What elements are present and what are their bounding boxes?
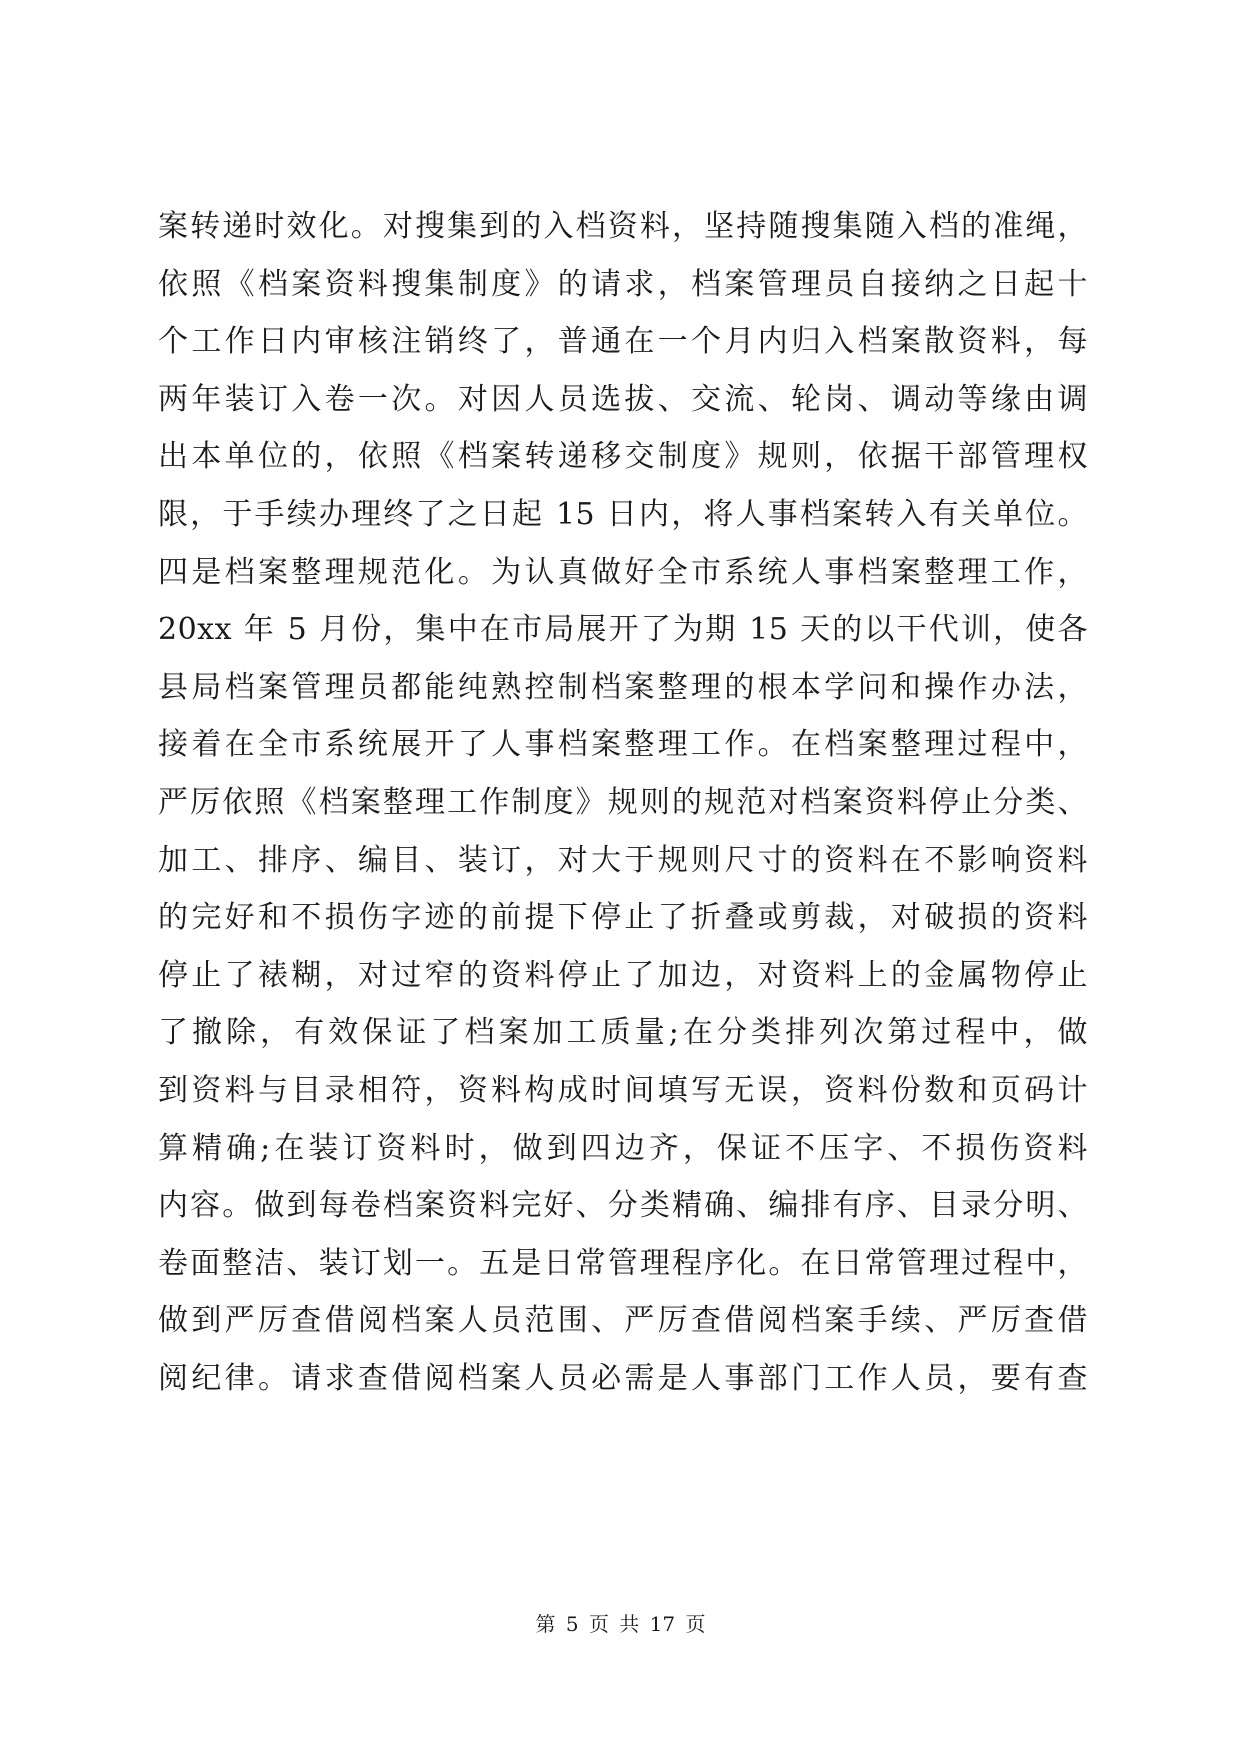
text-line: 严厉依照《档案整理工作制度》规则的规范对档案资料停止分类、 xyxy=(158,784,1088,820)
text-line: 内容。做到每卷档案资料完好、分类精确、编排有序、目录分明、 xyxy=(158,1188,1088,1224)
text-line: 算精确;在装订资料时，做到四边齐，保证不压字、不损伤资料 xyxy=(158,1130,1088,1166)
text-line: 出本单位的，依照《档案转递移交制度》规则，依据干部管理权 xyxy=(158,439,1088,475)
text-line: 四是档案整理规范化。为认真做好全市系统人事档案整理工作， xyxy=(158,554,1088,590)
text-line: 接着在全市系统展开了人事档案整理工作。在档案整理过程中， xyxy=(158,727,1088,763)
text-line: 卷面整洁、装订划一。五是日常管理程序化。在日常管理过程中， xyxy=(158,1245,1088,1281)
text-line: 停止了裱糊，对过窄的资料停止了加边，对资料上的金属物停止 xyxy=(158,957,1088,993)
page-footer: 第 5 页 共 17 页 xyxy=(535,1612,706,1636)
text-line: 两年装订入卷一次。对因人员选拔、交流、轮岗、调动等缘由调 xyxy=(158,381,1088,417)
text-line: 了撤除，有效保证了档案加工质量;在分类排列次第过程中，做 xyxy=(158,1015,1088,1051)
text-line: 个工作日内审核注销终了，普通在一个月内归入档案散资料，每 xyxy=(158,324,1088,360)
text-line: 做到严厉查借阅档案人员范围、严厉查借阅档案手续、严厉查借 xyxy=(158,1303,1088,1339)
text-line: 阅纪律。请求查借阅档案人员必需是人事部门工作人员，要有查 xyxy=(158,1360,1088,1396)
text-line: 的完好和不损伤字迹的前提下停止了折叠或剪裁，对破损的资料 xyxy=(158,900,1088,936)
text-line: 依照《档案资料搜集制度》的请求，档案管理员自接纳之日起十 xyxy=(158,266,1088,302)
body-text xyxy=(158,198,1088,1407)
text-line: 案转递时效化。对搜集到的入档资料，坚持随搜集随入档的准绳， xyxy=(158,209,1088,244)
text-line: 县局档案管理员都能纯熟控制档案整理的根本学问和操作办法， xyxy=(158,669,1088,705)
text-line: 加工、排序、编目、装订，对大于规则尺寸的资料在不影响资料 xyxy=(158,842,1088,878)
text-line: 限，于手续办理终了之日起 15 日内，将人事档案转入有关单位。 xyxy=(158,496,1088,532)
text-line: 20xx 年 5 月份，集中在市局展开了为期 15 天的以干代训，使各 xyxy=(158,612,1088,648)
text-line: 到资料与目录相符，资料构成时间填写无误，资料份数和页码计 xyxy=(158,1072,1088,1108)
